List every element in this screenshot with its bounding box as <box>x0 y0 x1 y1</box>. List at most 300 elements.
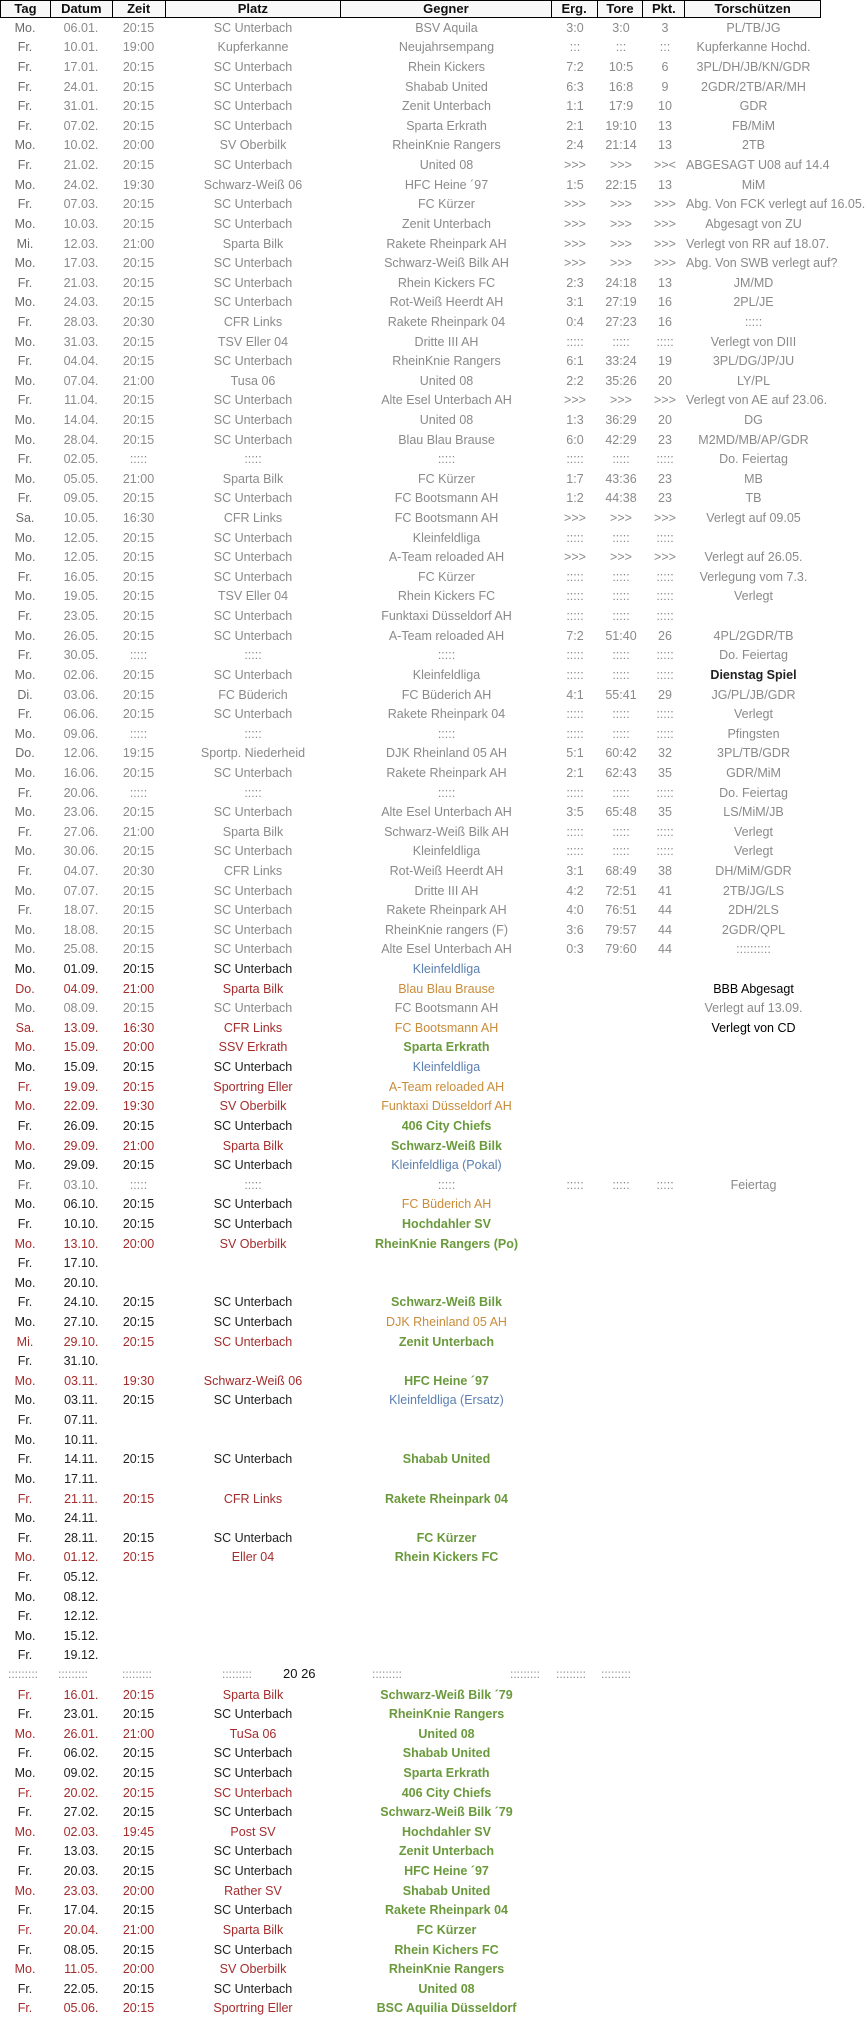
cell-torschuetzen: DH/MiM/GDR <box>715 864 792 878</box>
cell-platz: SV Oberbilk <box>219 1236 287 1251</box>
cell-ergebnis: 7:2 <box>566 628 584 643</box>
cell-gegner: FC Bootsmann AH <box>394 491 499 506</box>
cell-zeit: 20:15 <box>122 687 155 702</box>
cell-platz: SC Unterbach <box>213 1452 293 1467</box>
cell-datum: 29.10. <box>63 1334 99 1349</box>
cell-platz: SC Unterbach <box>213 530 293 545</box>
cell-tore: ::::: <box>612 785 630 800</box>
cell-zeit: 20:15 <box>122 1903 155 1918</box>
cell-punkte: 23 <box>658 471 672 486</box>
cell-datum: 04.09. <box>63 981 99 996</box>
cell-ergebnis: 4:1 <box>566 687 584 702</box>
cell-ergebnis: 2:1 <box>566 118 584 133</box>
cell-zeit: 20:15 <box>122 1295 155 1310</box>
cell-gegner: Rhein Kickers <box>407 60 486 75</box>
cell-tag: Fr. <box>17 393 33 408</box>
cell-datum: 23.05. <box>63 609 99 624</box>
cell-tag: Fr. <box>17 354 33 369</box>
cell-ergebnis: >>> <box>564 158 586 173</box>
cell-torschuetzen: Do. Feiertag <box>719 785 788 800</box>
table-row <box>0 822 821 842</box>
cell-gegner: Kleinfeldliga <box>412 530 481 545</box>
cell-punkte: 26 <box>658 628 672 643</box>
separator-dots: ::::::::: <box>601 1667 632 1682</box>
cell-datum: 27.02. <box>63 1805 99 1820</box>
cell-platz: SC Unterbach <box>213 942 293 957</box>
cell-zeit: 20:15 <box>122 1766 155 1781</box>
cell-tore: 44:38 <box>605 491 637 506</box>
cell-tag: Mi. <box>16 1334 34 1349</box>
table-row <box>0 1508 821 1528</box>
cell-zeit: 20:15 <box>122 1315 155 1330</box>
cell-tag: Mo. <box>14 1471 36 1486</box>
cell-tore: >>> <box>610 256 632 271</box>
cell-tore: ::::: <box>612 530 630 545</box>
cell-gegner: Hochdahler SV <box>402 1216 491 1231</box>
cell-gegner: A-Team reloaded AH <box>388 550 505 565</box>
header-punkte: Pkt. <box>643 1 685 17</box>
cell-datum: 06.02. <box>63 1746 99 1761</box>
cell-datum: 23.03. <box>63 1883 99 1898</box>
cell-zeit: 20:15 <box>122 118 155 133</box>
cell-zeit: 20:15 <box>122 1001 155 1016</box>
cell-gegner: United 08 <box>419 373 474 388</box>
cell-punkte: 20 <box>658 373 672 388</box>
table-row <box>0 214 821 234</box>
cell-tag: Mo. <box>14 1766 36 1781</box>
cell-punkte: ::::: <box>656 785 674 800</box>
table-row <box>0 1136 821 1156</box>
cell-zeit: 20:15 <box>122 79 155 94</box>
cell-platz: Sparta Bilk <box>222 1687 284 1702</box>
cell-gegner: A-Team reloaded AH <box>388 628 505 643</box>
cell-zeit: 20:15 <box>122 805 155 820</box>
cell-gegner: Sparta Erkrath <box>403 1040 490 1055</box>
cell-torschuetzen: LS/MiM/JB <box>723 805 784 820</box>
cell-datum: 14.11. <box>64 1452 98 1467</box>
cell-tore: 51:40 <box>605 628 637 643</box>
cell-datum: 03.11. <box>64 1393 98 1408</box>
cell-platz: SC Unterbach <box>213 412 293 427</box>
cell-platz: ::::: <box>244 648 262 663</box>
cell-tag: Mo. <box>14 295 36 310</box>
cell-gegner: United 08 <box>419 412 474 427</box>
table-row <box>0 1175 821 1195</box>
cell-punkte: 13 <box>658 177 672 192</box>
table-row <box>0 1763 821 1783</box>
cell-tag: Mo. <box>14 1040 36 1055</box>
table-row <box>0 1391 821 1411</box>
cell-datum: 09.02. <box>63 1766 99 1781</box>
cell-torschuetzen: 3PL/TB/GDR <box>717 746 790 761</box>
cell-platz: SC Unterbach <box>213 765 293 780</box>
cell-tore: ::::: <box>612 569 630 584</box>
cell-zeit: 20:15 <box>122 1334 155 1349</box>
cell-datum: 31.01. <box>63 99 99 114</box>
cell-tore: 27:19 <box>605 295 637 310</box>
table-row <box>0 1528 821 1548</box>
table-row <box>0 900 821 920</box>
table-row <box>0 1744 821 1764</box>
cell-tag: Mo. <box>14 1824 36 1839</box>
cell-datum: 17.04. <box>63 1903 99 1918</box>
cell-gegner: Neujahrsempang <box>398 40 495 55</box>
cell-tag: Fr. <box>17 1785 33 1800</box>
cell-gegner: Shabab United <box>402 1883 491 1898</box>
cell-tore: 17:9 <box>608 99 634 114</box>
table-row <box>0 1371 821 1391</box>
cell-tore: ::::: <box>612 334 630 349</box>
cell-gegner: HFC Heine ´97 <box>404 1373 489 1388</box>
cell-ergebnis: 2:3 <box>566 275 584 290</box>
cell-datum: 09.06. <box>63 726 99 741</box>
cell-tag: Fr. <box>17 99 33 114</box>
cell-zeit: 20:30 <box>122 314 155 329</box>
cell-tag: Mo. <box>14 1099 36 1114</box>
cell-datum: 05.12. <box>63 1569 99 1584</box>
cell-platz: Schwarz-Weiß 06 <box>203 1373 303 1388</box>
cell-datum: 26.05. <box>63 628 99 643</box>
table-row <box>0 626 821 646</box>
cell-tag: Fr. <box>17 452 33 467</box>
cell-tag: Mo. <box>14 334 36 349</box>
cell-datum: 25.08. <box>63 942 99 957</box>
cell-torschuetzen: Verlegt von CD <box>711 1020 796 1035</box>
cell-torschuetzen: Kupferkanne Hochd. <box>696 40 811 55</box>
cell-tag: Sa. <box>15 511 35 526</box>
cell-tag: Mo. <box>14 412 36 427</box>
cell-tore: 3:0 <box>612 20 630 35</box>
cell-gegner: Rhein Kickers FC <box>394 1550 499 1565</box>
cell-tore: ::::: <box>612 844 630 859</box>
cell-tore: ::::: <box>612 648 630 663</box>
table-row <box>0 665 821 685</box>
cell-tag: Fr. <box>17 1295 33 1310</box>
cell-platz: SC Unterbach <box>213 883 293 898</box>
cell-tag: Mo. <box>14 1158 36 1173</box>
cell-datum: 12.05. <box>63 550 99 565</box>
cell-punkte: ::::: <box>656 726 674 741</box>
table-row <box>0 1959 821 1979</box>
table-row <box>0 449 821 469</box>
cell-punkte: 3 <box>661 20 669 35</box>
cell-tag: Fr. <box>17 824 33 839</box>
cell-zeit: 21:00 <box>122 471 155 486</box>
cell-gegner: ::::: <box>437 648 456 663</box>
cell-gegner: Rhein Kickers FC <box>397 275 496 290</box>
table-row <box>0 1646 821 1666</box>
cell-torschuetzen: MB <box>744 471 763 486</box>
cell-platz: SC Unterbach <box>213 569 293 584</box>
cell-zeit: 20:15 <box>122 99 155 114</box>
cell-datum: 10.01. <box>63 40 99 55</box>
cell-ergebnis: 4:2 <box>566 883 584 898</box>
table-row <box>0 1606 821 1626</box>
cell-gegner: BSC Aquilia Düsseldorf <box>376 2001 517 2016</box>
cell-tag: Di. <box>17 687 33 702</box>
cell-tag: Mo. <box>14 530 36 545</box>
cell-gegner: United 08 <box>418 1981 475 1996</box>
cell-gegner: FC Bootsmann AH <box>394 1001 499 1016</box>
cell-tore: >>> <box>610 511 632 526</box>
cell-gegner: Shabab United <box>405 79 488 94</box>
table-row <box>0 1214 821 1234</box>
cell-ergebnis: 1:2 <box>566 491 584 506</box>
cell-datum: 12.06. <box>63 746 99 761</box>
header-ergebnis: Erg. <box>552 1 598 17</box>
cell-datum: 15.09. <box>63 1060 99 1075</box>
cell-gegner: Kleinfeldliga <box>412 962 481 977</box>
cell-datum: 07.07. <box>63 883 99 898</box>
cell-datum: 09.05. <box>63 491 99 506</box>
cell-torschuetzen: Verlegt auf 13.09. <box>704 1001 803 1016</box>
cell-datum: 08.05. <box>63 1942 99 1957</box>
cell-platz: SC Unterbach <box>213 393 293 408</box>
cell-platz: Sparta Bilk <box>222 824 284 839</box>
cell-punkte: 13 <box>658 118 672 133</box>
cell-punkte: 16 <box>658 295 672 310</box>
cell-datum: 06.06. <box>63 707 99 722</box>
cell-zeit: ::::: <box>129 1177 148 1192</box>
cell-datum: 10.03. <box>63 216 99 231</box>
cell-torschuetzen: 3PL/DH/JB/KN/GDR <box>696 60 811 75</box>
cell-tag: Fr. <box>17 569 33 584</box>
table-row <box>0 96 821 116</box>
cell-gegner: Schwarz-Weiß Bilk AH <box>384 824 509 839</box>
cell-tore: >>> <box>610 216 632 231</box>
cell-gegner: HFC Heine ´97 <box>404 177 489 192</box>
cell-zeit: 19:45 <box>122 1824 155 1839</box>
cell-torschuetzen: Abg. Von FCK verlegt auf 16.05. <box>686 197 865 212</box>
cell-datum: 24.10. <box>63 1295 99 1310</box>
cell-platz: SC Unterbach <box>213 1216 293 1231</box>
cell-zeit: 20:15 <box>122 883 155 898</box>
cell-ergebnis: >>> <box>564 216 586 231</box>
cell-tag: Fr. <box>17 903 33 918</box>
cell-platz: SC Unterbach <box>213 1844 293 1859</box>
cell-tag: Fr. <box>17 1530 33 1545</box>
cell-gegner: United 08 <box>418 1726 475 1741</box>
cell-platz: SC Unterbach <box>213 432 293 447</box>
cell-zeit: 20:15 <box>122 569 155 584</box>
cell-datum: 08.12. <box>63 1589 99 1604</box>
cell-tag: Fr. <box>17 1687 33 1702</box>
cell-tag: Fr. <box>17 1746 33 1761</box>
cell-datum: 22.09. <box>63 1099 99 1114</box>
cell-tore: 10:5 <box>608 60 634 75</box>
cell-tag: Fr. <box>17 2001 33 2016</box>
cell-zeit: 20:15 <box>122 1805 155 1820</box>
table-row <box>0 1410 821 1430</box>
cell-tore: 19:10 <box>605 118 637 133</box>
cell-tag: Mo. <box>14 1197 36 1212</box>
cell-punkte: >>> <box>654 256 676 271</box>
cell-platz: SC Unterbach <box>213 1903 293 1918</box>
cell-datum: 21.11. <box>64 1491 98 1506</box>
cell-datum: 20.03. <box>63 1864 99 1879</box>
cell-tag: Mo. <box>14 667 36 682</box>
cell-platz: SC Unterbach <box>213 609 293 624</box>
cell-datum: 14.04. <box>63 412 99 427</box>
cell-zeit: 20:15 <box>122 1079 155 1094</box>
cell-datum: 16.05. <box>63 569 99 584</box>
cell-platz: SC Unterbach <box>213 667 293 682</box>
cell-platz: SC Unterbach <box>213 628 293 643</box>
cell-ergebnis: 6:1 <box>566 354 584 369</box>
cell-zeit: 20:30 <box>122 864 155 878</box>
cell-tag: Mo. <box>14 942 36 957</box>
cell-gegner: Kleinfeldliga <box>412 844 481 859</box>
cell-platz: SV Oberbilk <box>219 1962 287 1977</box>
separator-dots: ::::::::: <box>58 1667 89 1682</box>
cell-torschuetzen: Do. Feiertag <box>719 452 788 467</box>
cell-gegner: Rakete Rheinpark 04 <box>387 314 506 329</box>
cell-zeit: 21:00 <box>122 236 155 251</box>
cell-zeit: 20:15 <box>122 2001 155 2016</box>
cell-gegner: Kleinfeldliga <box>412 1060 481 1075</box>
cell-torschuetzen: 2PL/JE <box>733 295 774 310</box>
cell-tag: Mo. <box>14 1393 36 1408</box>
cell-tag: Do. <box>15 746 35 761</box>
table-row <box>0 1822 821 1842</box>
cell-zeit: 19:30 <box>122 177 155 192</box>
cell-ergebnis: 3:6 <box>566 922 584 937</box>
table-row <box>0 783 821 803</box>
cell-gegner: Funktaxi Düsseldorf AH <box>381 609 512 624</box>
cell-tore: 33:24 <box>605 354 637 369</box>
cell-gegner: Alte Esel Unterbach AH <box>381 393 512 408</box>
cell-torschuetzen: 3PL/DG/JP/JU <box>712 354 795 369</box>
cell-tag: Mo. <box>14 962 36 977</box>
cell-punkte: 29 <box>658 687 672 702</box>
cell-datum: 08.09. <box>63 1001 99 1016</box>
cell-tag: Mo. <box>14 1432 36 1447</box>
cell-punkte: ::::: <box>656 1177 674 1192</box>
cell-zeit: 20:15 <box>122 530 155 545</box>
cell-torschuetzen: PL/TB/JG <box>726 20 781 35</box>
cell-zeit: 20:15 <box>122 628 155 643</box>
cell-datum: 26.01. <box>63 1726 99 1741</box>
cell-tag: Mo. <box>14 844 36 859</box>
cell-datum: 16.01. <box>63 1687 99 1702</box>
cell-tag: Mo. <box>14 256 36 271</box>
cell-tore: ::: <box>615 40 627 55</box>
cell-platz: SC Unterbach <box>213 60 293 75</box>
cell-tag: Mo. <box>14 20 36 35</box>
cell-gegner: HFC Heine ´97 <box>404 1864 489 1879</box>
table-row <box>0 842 821 862</box>
cell-punkte: >>< <box>654 158 676 173</box>
cell-platz: SV Oberbilk <box>219 1099 287 1114</box>
cell-punkte: 23 <box>658 432 672 447</box>
table-row <box>0 1724 821 1744</box>
schedule-rows-2026 <box>0 1685 821 2018</box>
cell-platz: Post SV <box>230 1824 276 1839</box>
cell-gegner: Rakete Rheinpark 04 <box>385 1903 508 1918</box>
cell-gegner: RheinKnie Rangers <box>388 1707 505 1722</box>
cell-torschuetzen: Verlegung vom 7.3. <box>699 569 808 584</box>
cell-zeit: 21:00 <box>122 1726 155 1741</box>
cell-ergebnis: ::::: <box>566 452 584 467</box>
cell-ergebnis: 2:4 <box>566 138 584 153</box>
cell-zeit: 20:15 <box>122 903 155 918</box>
cell-zeit: 20:15 <box>122 354 155 369</box>
cell-gegner: FC Kürzer <box>416 1530 477 1545</box>
cell-tag: Mo. <box>14 373 36 388</box>
table-row <box>0 293 821 313</box>
cell-platz: SC Unterbach <box>213 962 293 977</box>
cell-gegner: Alte Esel Unterbach AH <box>381 942 512 957</box>
cell-platz: SC Unterbach <box>213 805 293 820</box>
cell-tag: Mo. <box>14 1589 36 1604</box>
cell-zeit: 20:15 <box>122 922 155 937</box>
cell-tore: 16:8 <box>608 79 634 94</box>
cell-gegner: FC Bootsmann AH <box>394 1020 499 1035</box>
cell-datum: 29.09. <box>63 1158 99 1173</box>
cell-zeit: 21:00 <box>122 1922 155 1937</box>
cell-ergebnis: ::::: <box>566 785 584 800</box>
cell-platz: CFR Links <box>223 314 283 329</box>
cell-zeit: 20:15 <box>122 550 155 565</box>
table-row <box>0 1234 821 1254</box>
cell-ergebnis: >>> <box>564 197 586 212</box>
table-row <box>0 1293 821 1313</box>
cell-platz: SC Unterbach <box>213 79 293 94</box>
cell-gegner: Rhein Kichers FC <box>394 1942 499 1957</box>
cell-punkte: 19 <box>658 354 672 369</box>
cell-zeit: 20:15 <box>122 1118 155 1133</box>
cell-torschuetzen: 2GDR/QPL <box>721 922 786 937</box>
cell-zeit: 20:15 <box>122 1981 155 1996</box>
cell-tore: 21:14 <box>605 138 637 153</box>
header-datum: Datum <box>51 1 113 17</box>
cell-datum: 28.03. <box>63 314 99 329</box>
cell-gegner: RheinKnie rangers (F) <box>385 922 508 937</box>
separator-dots: ::::::::: <box>510 1667 541 1682</box>
cell-datum: 20.10. <box>63 1275 99 1290</box>
cell-platz: SC Unterbach <box>213 1334 293 1349</box>
table-row <box>0 489 821 509</box>
cell-platz: Schwarz-Weiß 06 <box>203 177 303 192</box>
cell-gegner: DJK Rheinland 05 AH <box>386 746 507 761</box>
cell-torschuetzen: Abgesagt von ZU <box>705 216 802 231</box>
cell-zeit: 20:15 <box>122 1530 155 1545</box>
cell-tag: Mo. <box>14 1962 36 1977</box>
cell-zeit: 20:15 <box>122 393 155 408</box>
cell-tag: Mo. <box>14 1315 36 1330</box>
cell-datum: 24.02. <box>63 177 99 192</box>
table-row <box>0 861 821 881</box>
table-row <box>0 430 821 450</box>
cell-datum: 13.09. <box>63 1020 99 1035</box>
cell-tag: Fr. <box>17 1609 33 1624</box>
cell-tag: Fr. <box>17 79 33 94</box>
cell-tag: Fr. <box>17 609 33 624</box>
cell-platz: SC Unterbach <box>213 1942 293 1957</box>
cell-ergebnis: 3:1 <box>566 864 584 878</box>
cell-platz: SC Unterbach <box>213 1981 293 1996</box>
cell-zeit: 21:00 <box>122 1138 155 1153</box>
cell-tore: ::::: <box>612 707 630 722</box>
cell-tag: Fr. <box>17 1256 33 1271</box>
table-row <box>0 1548 821 1568</box>
table-row <box>0 273 821 293</box>
cell-datum: 06.01. <box>63 20 99 35</box>
cell-datum: 01.09. <box>63 962 99 977</box>
table-row <box>0 1783 821 1803</box>
cell-zeit: 20:15 <box>122 1707 155 1722</box>
cell-gegner: Funktaxi Düsseldorf AH <box>381 1099 512 1114</box>
